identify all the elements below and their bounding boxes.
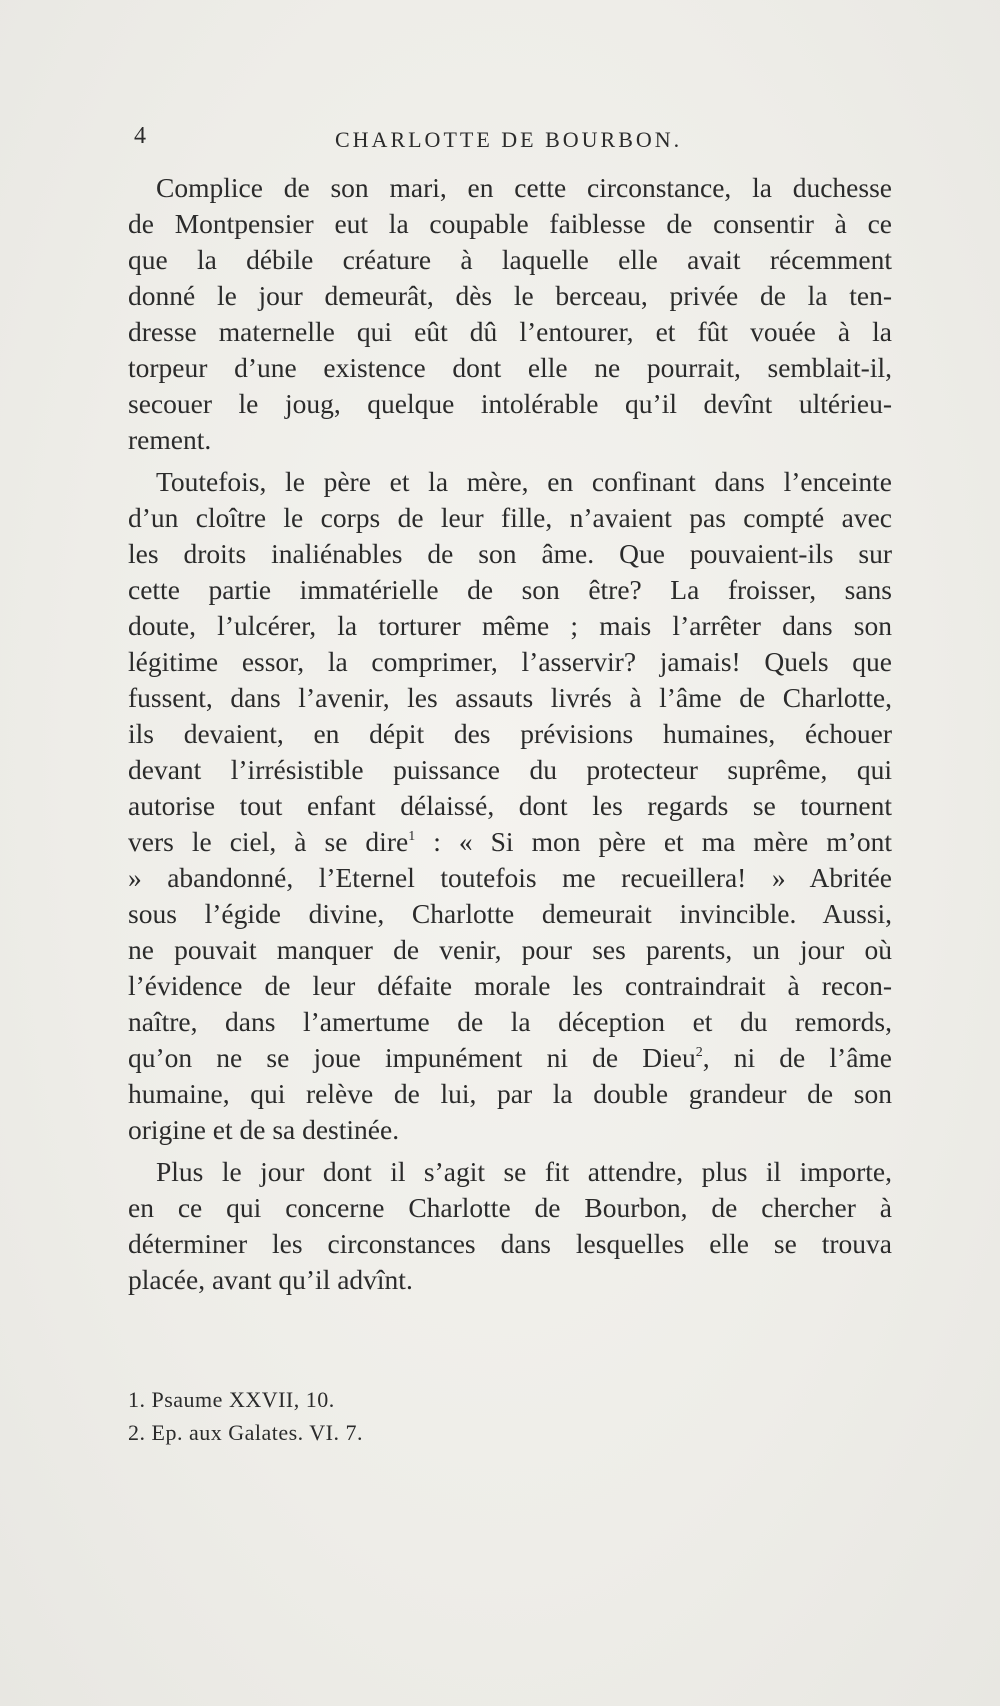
line-text: vers le ciel, à se dire: [128, 826, 409, 857]
text-line: [128, 824, 892, 860]
footnote-2: 2. Ep. aux Galates. VI. 7.: [128, 1420, 363, 1445]
text-line: de Montpensier eut la coupable faiblesse de consentir à ce: [128, 208, 892, 239]
text-line: les droits inaliénables de son âme. Que pouvaient-ils sur: [128, 538, 892, 569]
line-text: qu’on ne se joue impunément ni de Dieu: [128, 1042, 696, 1073]
text-line: humaine, qui relève de lui, par la double grandeur de son: [128, 1078, 892, 1109]
text-line: naître, dans l’amertume de la déception et du remords,: [128, 1006, 892, 1037]
text-line: autorise tout enfant délaissé, dont les regards se tournent: [128, 790, 892, 821]
text-line: l’évidence de leur défaite morale les contraindrait à recon-: [128, 970, 892, 1001]
text-line: déterminer les circonstances dans lesquelles elle se trouva: [128, 1228, 892, 1259]
footnote-1: 1. Psaume XXVII, 10.: [128, 1387, 335, 1412]
paragraph-2: [128, 464, 892, 1148]
text-line: » abandonné, l’Eternel toutefois me recueillera! » Abritée: [128, 862, 892, 893]
text-line: Toutefois, le père et la mère, en confinant dans l’enceinte: [156, 466, 892, 497]
text-line: doute, l’ulcérer, la torturer même ; mais l’arrêter dans son: [128, 610, 892, 641]
text-line: ne pouvait manquer de venir, pour ses parents, un jour où: [128, 934, 892, 965]
text-line: devant l’irrésistible puissance du protecteur suprême, qui: [128, 754, 892, 785]
text-line: en ce qui concerne Charlotte de Bourbon, de chercher à: [128, 1192, 892, 1223]
text-line: placée, avant qu’il advînt.: [128, 1264, 413, 1295]
text-line: d’un cloître le corps de leur fille, n’avaient pas compté avec: [128, 502, 892, 533]
text-line: Plus le jour dont il s’agit se fit attendre, plus il importe,: [156, 1156, 892, 1187]
line-text: , ni de l’âme: [702, 1042, 892, 1073]
text-line: légitime essor, la comprimer, l’asservir? jamais! Quels que: [128, 646, 892, 677]
paragraph-3: [128, 1154, 892, 1298]
footnotes: [128, 1383, 728, 1449]
text-line: cette partie immatérielle de son être? La froisser, sans: [128, 574, 892, 605]
page-number: 4: [134, 123, 147, 149]
text-line: origine et de sa destinée.: [128, 1114, 400, 1145]
text-line: rement.: [128, 424, 212, 455]
text-line: donné le jour demeurât, dès le berceau, privée de la ten-: [128, 280, 892, 311]
text-line: secouer le joug, quelque intolérable qu’il devînt ultérieu-: [128, 388, 892, 419]
text-line: dresse maternelle qui eût dû l’entourer, et fût vouée à la: [128, 316, 892, 347]
text-line: Complice de son mari, en cette circonstance, la duchesse: [156, 172, 892, 203]
text-line: que la débile créature à laquelle elle avait récemment: [128, 244, 892, 275]
page-header: [130, 123, 890, 153]
text-line: torpeur d’une existence dont elle ne pourrait, semblait-il,: [128, 352, 892, 383]
text-line: ils devaient, en dépit des prévisions humaines, échouer: [128, 718, 892, 749]
paragraph-1: [128, 170, 892, 458]
text-line: fussent, dans l’avenir, les assauts livrés à l’âme de Charlotte,: [128, 682, 892, 713]
text-line: [128, 1040, 892, 1076]
line-text: : « Si mon père et ma mère m’ont: [415, 826, 892, 857]
running-title: CHARLOTTE DE BOURBON.: [335, 127, 683, 152]
footnote-ref: 1: [408, 829, 416, 844]
text-line: sous l’égide divine, Charlotte demeurait invincible. Aussi,: [128, 898, 892, 929]
body-text: [128, 170, 892, 1298]
footnote-ref: 2: [695, 1045, 703, 1060]
